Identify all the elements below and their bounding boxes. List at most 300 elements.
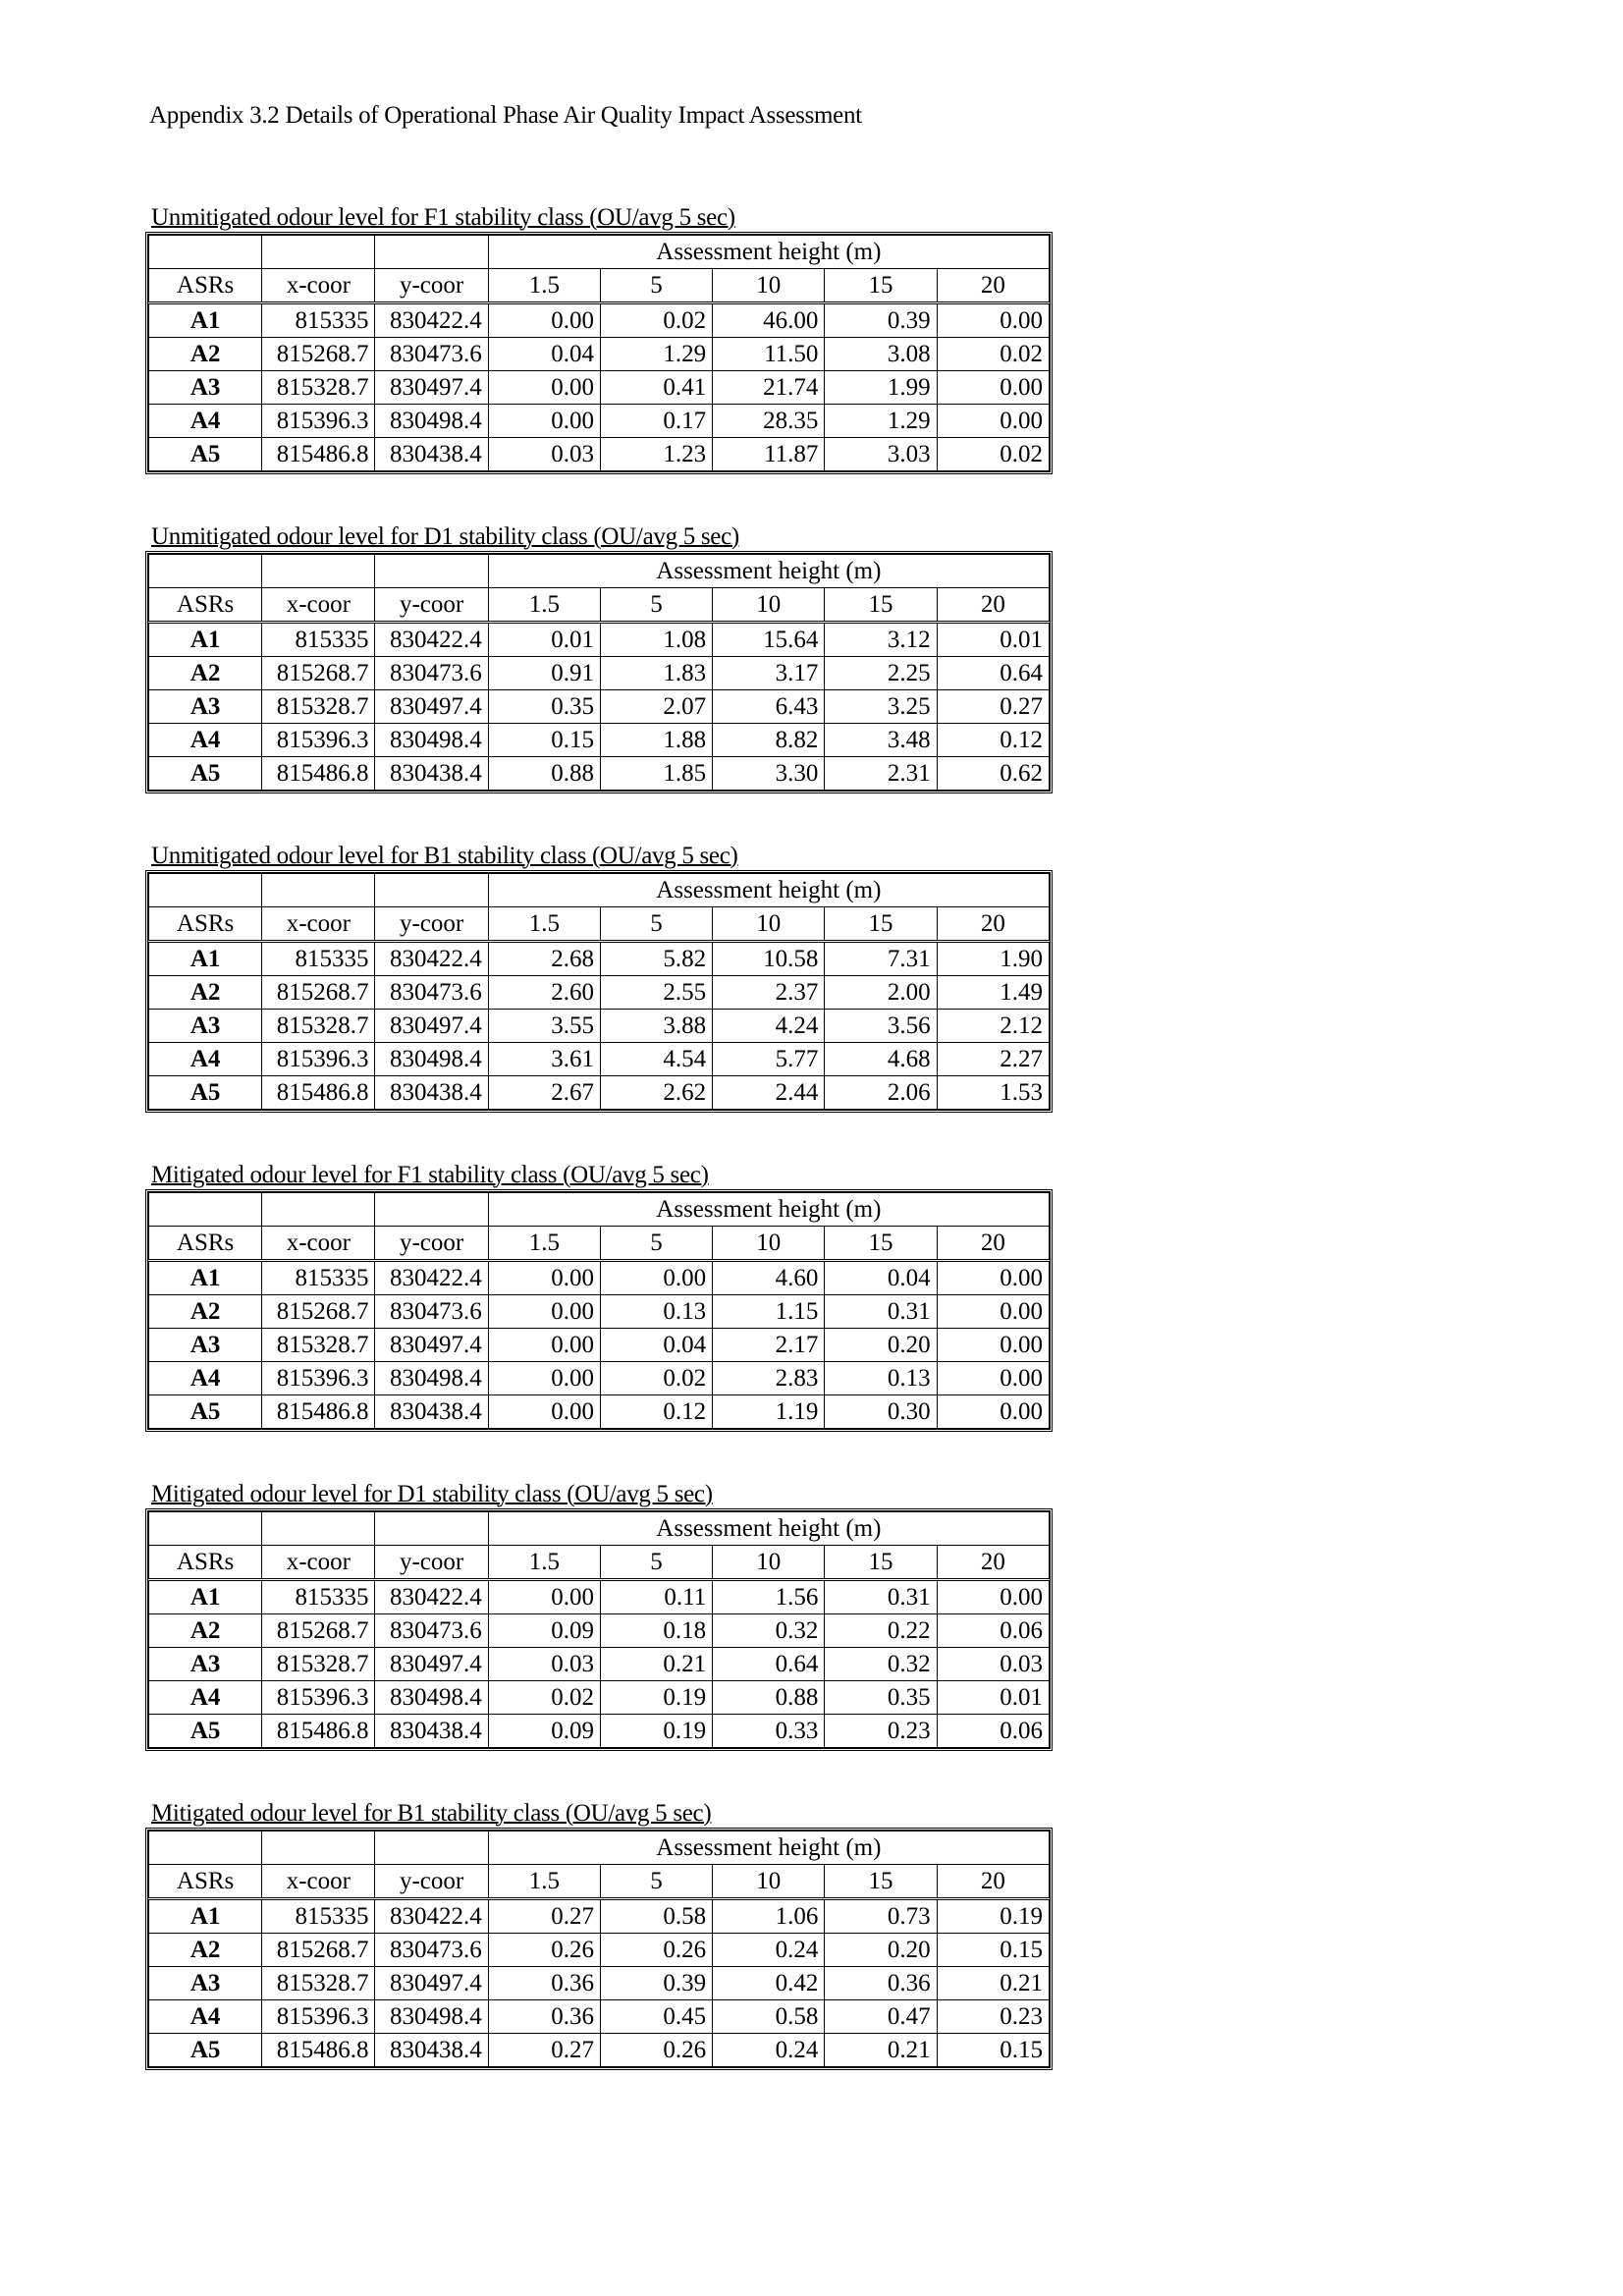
header-row-2 — [149, 1546, 1050, 1580]
header-blank-cell — [262, 236, 375, 269]
odour-value-cell: 0.13 — [600, 1295, 712, 1329]
table-row — [149, 690, 1050, 724]
odour-value-cell: 2.68 — [488, 942, 600, 976]
x-coor-cell: 815268.7 — [262, 1614, 375, 1648]
y-coor-cell: 830497.4 — [375, 690, 488, 724]
odour-value-cell: 0.88 — [488, 757, 600, 791]
x-coor-cell: 815396.3 — [262, 1043, 375, 1076]
odour-value-cell: 2.31 — [825, 757, 937, 791]
odour-value-cell: 0.02 — [937, 438, 1049, 471]
asr-label: A1 — [149, 1899, 262, 1934]
asr-label: A3 — [149, 1329, 262, 1362]
odour-value-cell: 3.17 — [713, 657, 825, 690]
odour-value-cell: 0.39 — [600, 1967, 712, 2000]
odour-value-cell: 0.04 — [488, 338, 600, 371]
odour-value-cell: 0.26 — [488, 1934, 600, 1967]
odour-value-cell: 0.27 — [488, 2034, 600, 2067]
y-coor-cell: 830473.6 — [375, 338, 488, 371]
odour-value-cell: 0.00 — [937, 1295, 1049, 1329]
asr-label: A2 — [149, 976, 262, 1010]
x-coor-cell: 815328.7 — [262, 690, 375, 724]
odour-value-cell: 21.74 — [713, 371, 825, 405]
y-coor-cell: 830422.4 — [375, 623, 488, 657]
odour-value-cell: 0.27 — [488, 1899, 600, 1934]
odour-value-cell: 0.03 — [488, 1648, 600, 1681]
odour-value-cell: 0.64 — [937, 657, 1049, 690]
y-coor-cell: 830438.4 — [375, 757, 488, 791]
table-row — [149, 1295, 1050, 1329]
height-header: 1.5 — [488, 588, 600, 623]
x-coor-cell: 815328.7 — [262, 371, 375, 405]
odour-value-cell: 11.50 — [713, 338, 825, 371]
x-coor-cell: 815396.3 — [262, 1681, 375, 1715]
y-coor-cell: 830422.4 — [375, 1899, 488, 1934]
height-header: 20 — [937, 907, 1049, 942]
x-coor-cell: 815328.7 — [262, 1010, 375, 1043]
height-header: 20 — [937, 269, 1049, 303]
odour-value-cell: 5.77 — [713, 1043, 825, 1076]
height-header: 10 — [713, 588, 825, 623]
table-frame — [145, 1508, 1053, 1751]
odour-table-block — [145, 843, 1058, 1162]
odour-table-block — [145, 1800, 1058, 2119]
header-blank-cell — [149, 236, 262, 269]
table-row — [149, 2034, 1050, 2067]
x-coor-cell: 815396.3 — [262, 724, 375, 757]
odour-value-cell: 0.33 — [713, 1715, 825, 1748]
odour-table-block — [145, 204, 1058, 523]
asr-label: A2 — [149, 1295, 262, 1329]
odour-value-cell: 0.03 — [488, 438, 600, 471]
y-coor-cell: 830473.6 — [375, 657, 488, 690]
table-frame — [145, 551, 1053, 793]
height-header: 20 — [937, 588, 1049, 623]
odour-value-cell: 0.35 — [488, 690, 600, 724]
x-coor-cell: 815396.3 — [262, 405, 375, 438]
odour-value-cell: 2.27 — [937, 1043, 1049, 1076]
x-coor-cell: 815486.8 — [262, 2034, 375, 2067]
odour-level-table — [148, 554, 1050, 791]
height-header: 10 — [713, 907, 825, 942]
y-coor-cell: 830422.4 — [375, 303, 488, 338]
header-blank-cell — [375, 1831, 488, 1865]
x-coor-cell: 815335 — [262, 623, 375, 657]
odour-value-cell: 0.00 — [937, 303, 1049, 338]
odour-value-cell: 0.88 — [713, 1681, 825, 1715]
odour-value-cell: 0.00 — [937, 371, 1049, 405]
x-coor-header: x-coor — [262, 1546, 375, 1580]
header-row-2 — [149, 269, 1050, 303]
odour-value-cell: 0.00 — [488, 1362, 600, 1395]
table-caption: Mitigated odour level for D1 stability class (OU/avg 5 sec) — [151, 1481, 713, 1507]
height-header: 20 — [937, 1227, 1049, 1261]
x-coor-header: x-coor — [262, 1227, 375, 1261]
odour-value-cell: 28.35 — [713, 405, 825, 438]
height-header: 1.5 — [488, 907, 600, 942]
odour-value-cell: 0.24 — [713, 2034, 825, 2067]
y-coor-cell: 830422.4 — [375, 1580, 488, 1614]
asr-label: A2 — [149, 657, 262, 690]
header-row-2 — [149, 588, 1050, 623]
table-caption: Unmitigated odour level for B1 stability class (OU/avg 5 sec) — [151, 843, 738, 869]
table-frame — [145, 232, 1053, 474]
asr-label: A1 — [149, 942, 262, 976]
asr-label: A4 — [149, 405, 262, 438]
y-coor-cell: 830497.4 — [375, 1967, 488, 2000]
table-row — [149, 1329, 1050, 1362]
table-row — [149, 976, 1050, 1010]
x-coor-cell: 815268.7 — [262, 1934, 375, 1967]
height-header: 15 — [825, 907, 937, 942]
odour-value-cell: 0.58 — [713, 2000, 825, 2034]
height-header: 15 — [825, 1546, 937, 1580]
header-row-2 — [149, 1227, 1050, 1261]
odour-value-cell: 0.32 — [713, 1614, 825, 1648]
asr-label: A1 — [149, 623, 262, 657]
odour-value-cell: 1.08 — [600, 623, 712, 657]
asr-label: A1 — [149, 303, 262, 338]
x-coor-cell: 815268.7 — [262, 338, 375, 371]
asr-label: A5 — [149, 2034, 262, 2067]
odour-value-cell: 0.21 — [825, 2034, 937, 2067]
odour-value-cell: 2.17 — [713, 1329, 825, 1362]
table-row — [149, 1362, 1050, 1395]
header-blank-cell — [262, 555, 375, 588]
odour-value-cell: 0.01 — [937, 1681, 1049, 1715]
odour-value-cell: 0.06 — [937, 1715, 1049, 1748]
y-coor-cell: 830438.4 — [375, 1395, 488, 1429]
asr-label: A3 — [149, 1967, 262, 2000]
y-coor-cell: 830498.4 — [375, 1043, 488, 1076]
odour-value-cell: 1.23 — [600, 438, 712, 471]
x-coor-cell: 815396.3 — [262, 2000, 375, 2034]
table-frame — [145, 870, 1053, 1113]
odour-value-cell: 0.26 — [600, 2034, 712, 2067]
height-header: 1.5 — [488, 1865, 600, 1899]
odour-value-cell: 0.02 — [600, 1362, 712, 1395]
table-caption: Unmitigated odour level for F1 stability class (OU/avg 5 sec) — [151, 204, 735, 231]
odour-value-cell: 0.09 — [488, 1614, 600, 1648]
odour-value-cell: 0.23 — [937, 2000, 1049, 2034]
header-row-2 — [149, 1865, 1050, 1899]
odour-value-cell: 0.42 — [713, 1967, 825, 2000]
x-coor-cell: 815335 — [262, 1899, 375, 1934]
table-frame — [145, 1828, 1053, 2070]
odour-value-cell: 1.06 — [713, 1899, 825, 1934]
table-row — [149, 757, 1050, 791]
asrs-header: ASRs — [149, 588, 262, 623]
header-blank-cell — [375, 1512, 488, 1546]
odour-value-cell: 1.90 — [937, 942, 1049, 976]
x-coor-header: x-coor — [262, 588, 375, 623]
odour-value-cell: 0.19 — [600, 1681, 712, 1715]
odour-value-cell: 46.00 — [713, 303, 825, 338]
height-header: 5 — [600, 1227, 712, 1261]
odour-value-cell: 3.12 — [825, 623, 937, 657]
odour-value-cell: 1.53 — [937, 1076, 1049, 1110]
odour-value-cell: 3.08 — [825, 338, 937, 371]
height-header: 10 — [713, 1546, 825, 1580]
y-coor-cell: 830473.6 — [375, 1614, 488, 1648]
height-header: 5 — [600, 907, 712, 942]
asrs-header: ASRs — [149, 269, 262, 303]
odour-level-table — [148, 1192, 1050, 1429]
odour-value-cell: 1.49 — [937, 976, 1049, 1010]
asr-label: A4 — [149, 1681, 262, 1715]
assessment-height-header: Assessment height (m) — [488, 1831, 1049, 1865]
asr-label: A2 — [149, 1934, 262, 1967]
odour-value-cell: 0.23 — [825, 1715, 937, 1748]
asr-label: A5 — [149, 1395, 262, 1429]
asr-label: A3 — [149, 1648, 262, 1681]
header-blank-cell — [149, 1512, 262, 1546]
y-coor-header: y-coor — [375, 1546, 488, 1580]
height-header: 20 — [937, 1546, 1049, 1580]
y-coor-cell: 830438.4 — [375, 2034, 488, 2067]
odour-table-block — [145, 1162, 1058, 1481]
odour-value-cell: 7.31 — [825, 942, 937, 976]
odour-value-cell: 2.12 — [937, 1010, 1049, 1043]
assessment-height-header: Assessment height (m) — [488, 555, 1049, 588]
asrs-header: ASRs — [149, 907, 262, 942]
height-header: 15 — [825, 588, 937, 623]
x-coor-cell: 815328.7 — [262, 1329, 375, 1362]
odour-value-cell: 2.67 — [488, 1076, 600, 1110]
odour-value-cell: 0.06 — [937, 1614, 1049, 1648]
odour-value-cell: 2.83 — [713, 1362, 825, 1395]
odour-value-cell: 3.25 — [825, 690, 937, 724]
odour-value-cell: 0.18 — [600, 1614, 712, 1648]
odour-value-cell: 0.45 — [600, 2000, 712, 2034]
odour-value-cell: 0.36 — [488, 1967, 600, 2000]
assessment-height-header: Assessment height (m) — [488, 1193, 1049, 1227]
header-blank-cell — [149, 1193, 262, 1227]
asr-label: A1 — [149, 1261, 262, 1295]
table-row — [149, 942, 1050, 976]
odour-value-cell: 0.39 — [825, 303, 937, 338]
table-row — [149, 724, 1050, 757]
header-blank-cell — [375, 555, 488, 588]
x-coor-cell: 815486.8 — [262, 1076, 375, 1110]
odour-value-cell: 3.88 — [600, 1010, 712, 1043]
odour-value-cell: 0.01 — [937, 623, 1049, 657]
height-header: 10 — [713, 269, 825, 303]
odour-value-cell: 0.36 — [825, 1967, 937, 2000]
asr-label: A4 — [149, 724, 262, 757]
header-blank-cell — [375, 874, 488, 907]
asr-label: A1 — [149, 1580, 262, 1614]
odour-value-cell: 0.30 — [825, 1395, 937, 1429]
odour-value-cell: 0.19 — [600, 1715, 712, 1748]
header-blank-cell — [149, 1831, 262, 1865]
y-coor-cell: 830498.4 — [375, 724, 488, 757]
y-coor-header: y-coor — [375, 1865, 488, 1899]
x-coor-cell: 815486.8 — [262, 757, 375, 791]
odour-value-cell: 0.32 — [825, 1648, 937, 1681]
table-row — [149, 1043, 1050, 1076]
odour-value-cell: 0.64 — [713, 1648, 825, 1681]
header-blank-cell — [149, 555, 262, 588]
table-row — [149, 1681, 1050, 1715]
y-coor-cell: 830498.4 — [375, 405, 488, 438]
odour-value-cell: 0.26 — [600, 1934, 712, 1967]
y-coor-cell: 830498.4 — [375, 1362, 488, 1395]
asrs-header: ASRs — [149, 1546, 262, 1580]
odour-value-cell: 0.15 — [488, 724, 600, 757]
odour-value-cell: 1.19 — [713, 1395, 825, 1429]
x-coor-cell: 815486.8 — [262, 438, 375, 471]
odour-value-cell: 4.54 — [600, 1043, 712, 1076]
y-coor-header: y-coor — [375, 588, 488, 623]
table-caption: Unmitigated odour level for D1 stability class (OU/avg 5 sec) — [151, 523, 739, 550]
odour-value-cell: 2.07 — [600, 690, 712, 724]
table-row — [149, 438, 1050, 471]
odour-value-cell: 0.20 — [825, 1329, 937, 1362]
odour-value-cell: 0.15 — [937, 2034, 1049, 2067]
odour-value-cell: 0.17 — [600, 405, 712, 438]
x-coor-cell: 815486.8 — [262, 1715, 375, 1748]
odour-value-cell: 3.03 — [825, 438, 937, 471]
x-coor-cell: 815328.7 — [262, 1648, 375, 1681]
x-coor-header: x-coor — [262, 269, 375, 303]
header-row-1 — [149, 1831, 1050, 1865]
header-blank-cell — [262, 1512, 375, 1546]
table-row — [149, 1934, 1050, 1967]
odour-value-cell: 2.62 — [600, 1076, 712, 1110]
odour-value-cell: 5.82 — [600, 942, 712, 976]
odour-value-cell: 0.31 — [825, 1295, 937, 1329]
x-coor-header: x-coor — [262, 1865, 375, 1899]
odour-value-cell: 0.22 — [825, 1614, 937, 1648]
odour-value-cell: 0.00 — [937, 405, 1049, 438]
odour-value-cell: 8.82 — [713, 724, 825, 757]
odour-value-cell: 3.48 — [825, 724, 937, 757]
odour-value-cell: 0.00 — [488, 1395, 600, 1429]
table-row — [149, 1580, 1050, 1614]
odour-value-cell: 0.09 — [488, 1715, 600, 1748]
odour-value-cell: 15.64 — [713, 623, 825, 657]
x-coor-cell: 815268.7 — [262, 976, 375, 1010]
odour-value-cell: 0.04 — [600, 1329, 712, 1362]
table-row — [149, 371, 1050, 405]
odour-value-cell: 3.56 — [825, 1010, 937, 1043]
header-blank-cell — [149, 874, 262, 907]
header-row-2 — [149, 907, 1050, 942]
odour-value-cell: 0.00 — [488, 1295, 600, 1329]
y-coor-cell: 830473.6 — [375, 1295, 488, 1329]
asr-label: A5 — [149, 438, 262, 471]
odour-value-cell: 1.56 — [713, 1580, 825, 1614]
table-row — [149, 1614, 1050, 1648]
y-coor-header: y-coor — [375, 269, 488, 303]
asr-label: A5 — [149, 1076, 262, 1110]
asr-label: A3 — [149, 371, 262, 405]
table-row — [149, 657, 1050, 690]
odour-value-cell: 0.02 — [937, 338, 1049, 371]
odour-level-table — [148, 873, 1050, 1110]
odour-value-cell: 4.24 — [713, 1010, 825, 1043]
odour-value-cell: 0.02 — [600, 303, 712, 338]
odour-value-cell: 1.29 — [600, 338, 712, 371]
height-header: 5 — [600, 1546, 712, 1580]
x-coor-cell: 815396.3 — [262, 1362, 375, 1395]
odour-value-cell: 0.00 — [937, 1362, 1049, 1395]
height-header: 5 — [600, 269, 712, 303]
odour-value-cell: 1.85 — [600, 757, 712, 791]
header-row-1 — [149, 1193, 1050, 1227]
height-header: 1.5 — [488, 1227, 600, 1261]
odour-value-cell: 0.11 — [600, 1580, 712, 1614]
table-row — [149, 1395, 1050, 1429]
table-row — [149, 1715, 1050, 1748]
odour-value-cell: 0.04 — [825, 1261, 937, 1295]
table-row — [149, 623, 1050, 657]
assessment-height-header: Assessment height (m) — [488, 874, 1049, 907]
asr-label: A4 — [149, 1043, 262, 1076]
odour-value-cell: 0.03 — [937, 1648, 1049, 1681]
table-caption: Mitigated odour level for B1 stability class (OU/avg 5 sec) — [151, 1800, 712, 1827]
y-coor-cell: 830498.4 — [375, 1681, 488, 1715]
odour-value-cell: 0.21 — [600, 1648, 712, 1681]
odour-value-cell: 6.43 — [713, 690, 825, 724]
odour-value-cell: 0.00 — [937, 1329, 1049, 1362]
table-row — [149, 2000, 1050, 2034]
y-coor-cell: 830422.4 — [375, 942, 488, 976]
y-coor-cell: 830438.4 — [375, 438, 488, 471]
odour-value-cell: 2.60 — [488, 976, 600, 1010]
x-coor-header: x-coor — [262, 907, 375, 942]
table-caption: Mitigated odour level for F1 stability class (OU/avg 5 sec) — [151, 1162, 709, 1188]
height-header: 15 — [825, 1865, 937, 1899]
odour-value-cell: 0.31 — [825, 1580, 937, 1614]
odour-level-table — [148, 1831, 1050, 2067]
y-coor-cell: 830422.4 — [375, 1261, 488, 1295]
y-coor-cell: 830497.4 — [375, 1329, 488, 1362]
header-blank-cell — [262, 1831, 375, 1865]
odour-table-block — [145, 523, 1058, 843]
x-coor-cell: 815335 — [262, 1261, 375, 1295]
table-row — [149, 338, 1050, 371]
asr-label: A4 — [149, 2000, 262, 2034]
odour-value-cell: 0.41 — [600, 371, 712, 405]
odour-value-cell: 0.47 — [825, 2000, 937, 2034]
odour-value-cell: 1.88 — [600, 724, 712, 757]
y-coor-cell: 830473.6 — [375, 1934, 488, 1967]
x-coor-cell: 815335 — [262, 942, 375, 976]
x-coor-cell: 815268.7 — [262, 1295, 375, 1329]
page-title: Appendix 3.2 Details of Operational Phase Air Quality Impact Assessment — [149, 102, 862, 129]
header-blank-cell — [262, 1193, 375, 1227]
header-blank-cell — [375, 236, 488, 269]
odour-value-cell: 1.15 — [713, 1295, 825, 1329]
y-coor-cell: 830497.4 — [375, 1648, 488, 1681]
table-row — [149, 1648, 1050, 1681]
header-blank-cell — [262, 874, 375, 907]
odour-value-cell: 0.00 — [488, 1261, 600, 1295]
table-row — [149, 303, 1050, 338]
odour-value-cell: 0.13 — [825, 1362, 937, 1395]
odour-value-cell: 0.35 — [825, 1681, 937, 1715]
y-coor-cell: 830438.4 — [375, 1076, 488, 1110]
odour-value-cell: 0.00 — [488, 405, 600, 438]
odour-value-cell: 0.15 — [937, 1934, 1049, 1967]
odour-value-cell: 0.02 — [488, 1681, 600, 1715]
x-coor-cell: 815268.7 — [262, 657, 375, 690]
odour-level-table — [148, 235, 1050, 471]
odour-value-cell: 0.00 — [937, 1261, 1049, 1295]
table-row — [149, 405, 1050, 438]
y-coor-cell: 830473.6 — [375, 976, 488, 1010]
